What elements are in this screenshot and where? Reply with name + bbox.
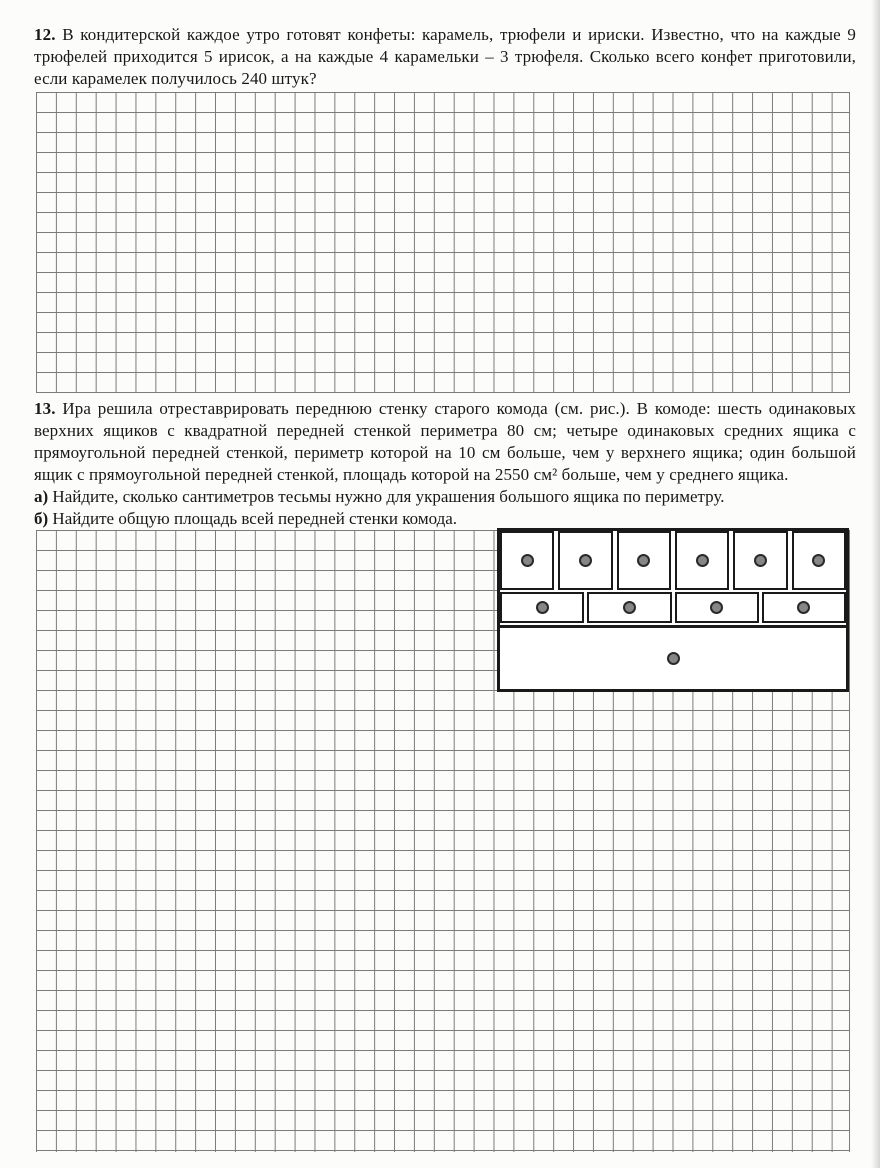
drawer-knob-icon [797,601,810,614]
drawer-knob-icon [536,601,549,614]
top-drawer [675,531,729,590]
drawer-knob-icon [754,554,767,567]
drawer-knob-icon [710,601,723,614]
commode-row-bottom [500,625,846,689]
top-drawer [617,531,671,590]
scan-edge-shadow [871,0,880,1168]
commode-figure [497,528,849,692]
part-a-label: а) [34,487,49,506]
problem-12 [34,24,856,90]
drawer-knob-icon [667,652,680,665]
top-drawer [558,531,612,590]
answer-grid-problem-13 [36,530,850,1152]
drawer-knob-icon [579,554,592,567]
bottom-drawer [500,628,846,689]
part-a-text: Найдите, сколько сантиметров тесьмы нужно для украшения большого ящика по периметру. [52,487,725,506]
top-drawer [792,531,846,590]
drawer-knob-icon [696,554,709,567]
commode-row-middle [500,592,846,623]
top-drawer [500,531,554,590]
problem-12-text: В кондитерской каждое утро готовят конфеты: карамель, трюфели и ириски. Известно, что на каждые 9 трюфелей приходится 5 ирисок, а на каждые 4 карамельки – 3 трюфеля. Сколько всего конфет приготовили, если карамелек получилось 240 штук? [34,25,856,88]
middle-drawer [587,592,671,623]
commode-row-top [500,531,846,590]
answer-grid-problem-12 [36,92,850,393]
problem-13-number: 13. [34,399,56,418]
problem-12-number: 12. [34,25,56,44]
problem-13-text: Ира решила отреставрировать переднюю стенку старого комода (см. рис.). В комоде: шесть одинаковых верхних ящиков с квадратной передней стенкой периметра 80 см; четыре одинаковых средних ящика с прямоугольной передней стенкой, периметр которой на 10 см больше, чем у верхнего ящика; один большой ящик с прямоугольной передней стенкой, площадь которой на 2550 см² больше, чем у среднего ящика. [34,399,856,484]
drawer-knob-icon [521,554,534,567]
problem-13-part-a [34,486,856,508]
drawer-knob-icon [623,601,636,614]
problem-13 [34,398,856,486]
drawer-knob-icon [637,554,650,567]
part-b-text: Найдите общую площадь всей передней стенки комода. [52,509,458,528]
problem-13-part-b [34,508,856,530]
middle-drawer [762,592,846,623]
middle-drawer [500,592,584,623]
part-b-label: б) [34,509,49,528]
top-drawer [733,531,787,590]
drawer-knob-icon [812,554,825,567]
middle-drawer [675,592,759,623]
